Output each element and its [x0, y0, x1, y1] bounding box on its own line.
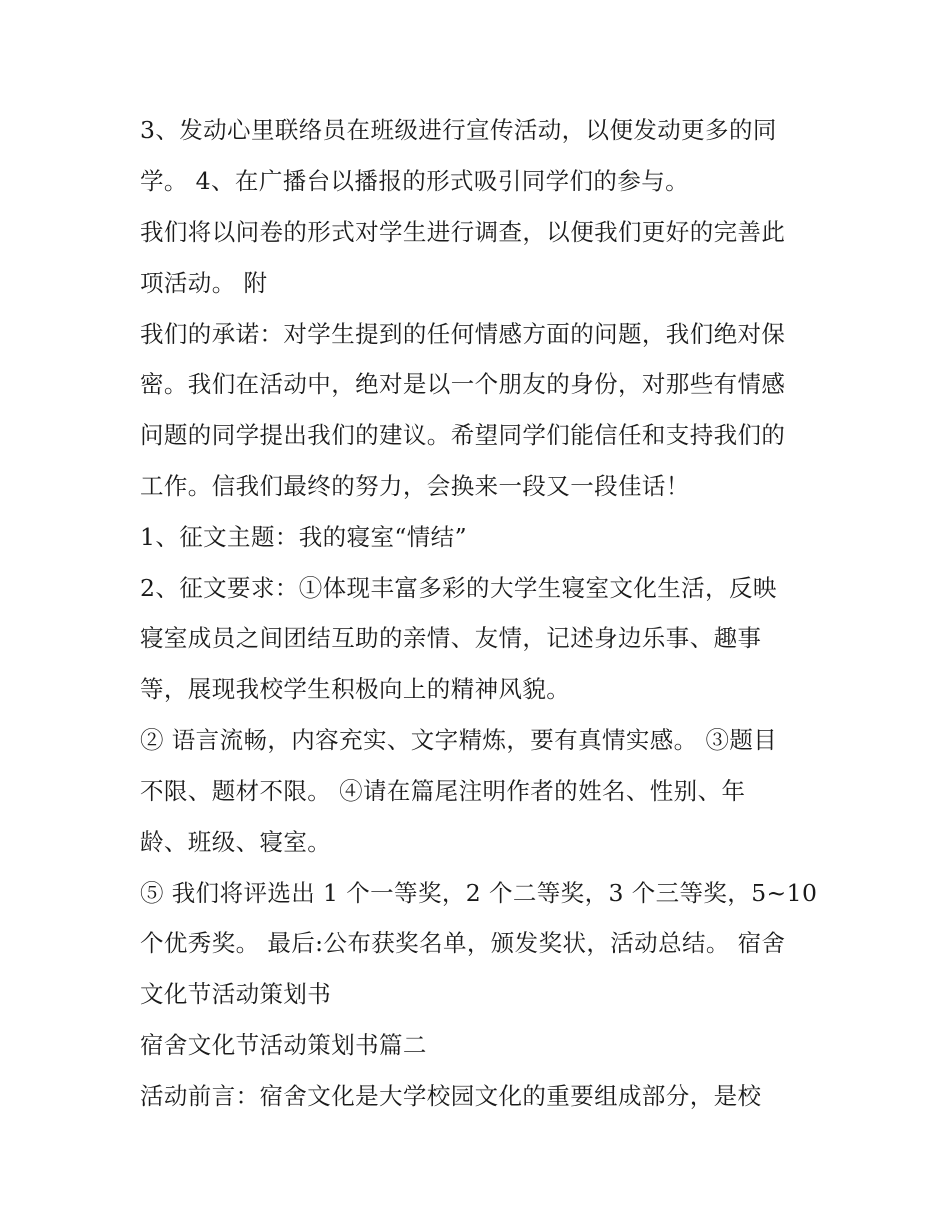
text-line: ⑤ 我们将评选出 1 个一等奖，2 个二等奖，3 个三等奖，5~10 [140, 879, 818, 907]
text-line: 不限、题材不限。 ④请在篇尾注明作者的姓名、性别、年 [140, 777, 746, 805]
text-line: 我们的承诺：对学生提到的任何情感方面的问题，我们绝对保 [140, 320, 786, 348]
text-line: 3、发动心里联络员在班级进行宣传活动，以便发动更多的同 [140, 116, 777, 144]
text-line: 我们将以问卷的形式对学生进行调查，以便我们更好的完善此 [140, 218, 786, 246]
text-line: 项活动。 附 [140, 269, 268, 297]
text-line: 2、征文要求：①体现丰富多彩的大学生寝室文化生活，反映 [140, 574, 777, 602]
text-line: 个优秀奖。 最后:公布获奖名单，颁发奖状，活动总结。 宿舍 [140, 929, 786, 957]
text-line: 问题的同学提出我们的建议。希望同学们能信任和支持我们的 [140, 421, 786, 449]
text-line: ② 语言流畅，内容充实、文字精炼，要有真情实感。 ③题目 [140, 726, 778, 754]
text-line: 宿舍文化节活动策划书篇二 [140, 1031, 427, 1059]
text-line: 文化节活动策划书 [140, 980, 332, 1008]
text-line: 活动前言：宿舍文化是大学校园文化的重要组成部分，是校 [140, 1082, 762, 1110]
text-line: 密。我们在活动中，绝对是以一个朋友的身份，对那些有情感 [140, 370, 786, 398]
text-line: 工作。信我们最终的努力，会换来一段又一段佳话！ [140, 472, 690, 500]
text-line: 寝室成员之间团结互助的亲情、友情，记述身边乐事、趣事 [140, 624, 762, 652]
text-line: 等，展现我校学生积极向上的精神风貌。 [140, 675, 571, 703]
text-line: 1、征文主题：我的寝室“情结” [140, 523, 467, 551]
text-line: 学。 4、在广播台以播报的形式吸引同学们的参与。 [140, 167, 690, 195]
text-line: 龄、班级、寝室。 [140, 828, 332, 856]
